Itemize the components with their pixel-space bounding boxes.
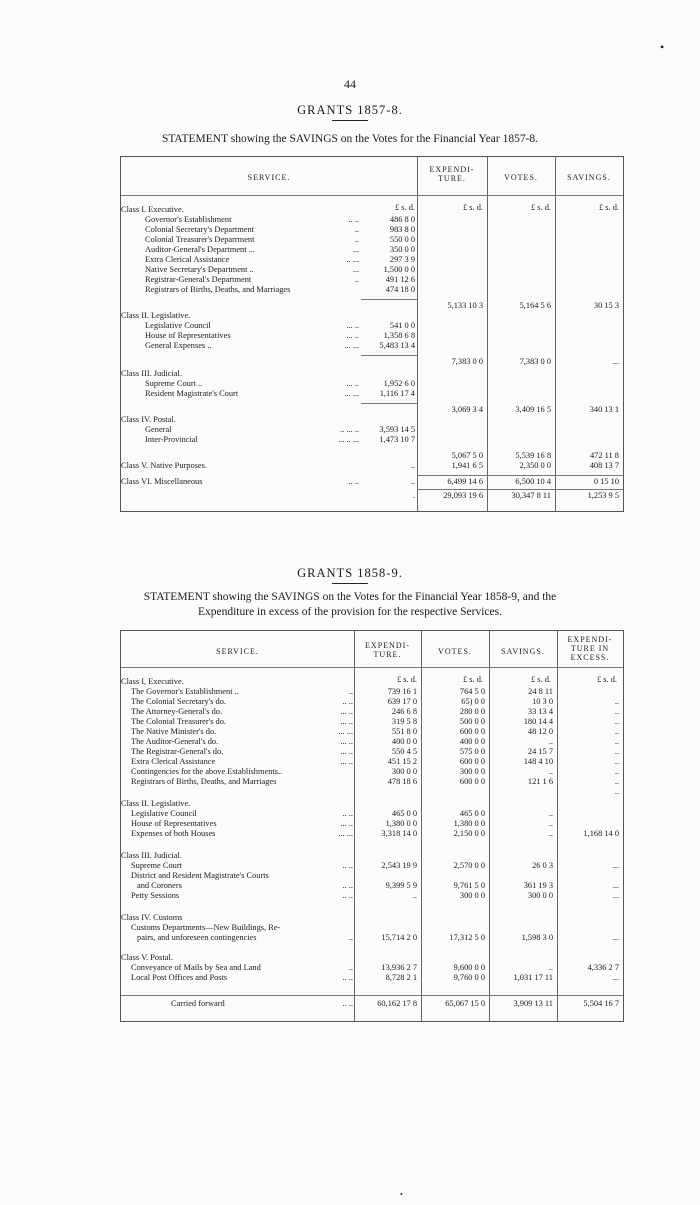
excess-cell: .. xyxy=(614,777,619,786)
expenditure-cell: 6,499 14 6 xyxy=(447,477,483,486)
expenditure-cell: 300 0 0 xyxy=(391,767,417,776)
expenditure-cell: .. xyxy=(412,891,417,900)
savings-cell: 340 13 1 xyxy=(589,405,619,414)
expenditure-cell: 3,069 3 4 xyxy=(451,405,483,414)
table-row-label: Auditor-General's Department ... xyxy=(145,245,255,254)
table-row-label: Class IV. Postal. xyxy=(121,415,176,424)
savings-cell: 3,909 13 11 xyxy=(513,999,553,1008)
leader-dots: .. ... .. xyxy=(340,425,359,434)
amount-cell: 474 18 0 xyxy=(385,285,415,294)
votes-cell: 3,409 16 5 xyxy=(515,405,551,414)
excess-cell: .. xyxy=(614,717,619,726)
table-row-label: Legislative Council xyxy=(131,809,197,818)
leader-dots: .. ... xyxy=(346,255,359,264)
amount-cell: 1,473 10 7 xyxy=(379,435,415,444)
votes-cell: 65,067 15 0 xyxy=(445,999,485,1008)
unit-expenditure: £ s. d. xyxy=(396,675,417,684)
table-1857-8 xyxy=(120,156,624,512)
header-expenditure: EXPENDI- TURE. xyxy=(429,165,475,183)
expenditure-cell: 739 16 1 xyxy=(387,687,417,696)
table-1858-9 xyxy=(120,630,624,1022)
votes-cell: 280 0 0 xyxy=(459,707,485,716)
table-row-label: Registrars of Births, Deaths, and Marriages xyxy=(145,285,291,294)
expenditure-cell: 400 0 0 xyxy=(391,737,417,746)
savings-cell: .. xyxy=(548,819,553,828)
votes-cell: 6,500 10 4 xyxy=(515,477,551,486)
table-row-label: Local Post Offices and Posts xyxy=(131,973,228,982)
savings-cell: 148 4 10 xyxy=(523,757,553,766)
table-row-label: Extra Clerical Assistance xyxy=(131,757,216,766)
table-row-label: Legislative Council xyxy=(145,321,211,330)
grants-1857-title: GRANTS 1857-8. xyxy=(297,103,403,117)
savings-cell: 121 1 6 xyxy=(527,777,553,786)
table-row-label: Class II. Legislative. xyxy=(121,311,191,320)
title-underline xyxy=(332,583,368,584)
leader-dots: ... ... xyxy=(344,389,359,398)
amount-cell: 541 0 0 xyxy=(389,321,415,330)
expenditure-cell: 5,067 5 0 xyxy=(451,451,483,460)
expenditure-cell: 15,714 2 0 xyxy=(381,933,417,942)
header-excess: EXPENDI- TURE IN EXCESS. xyxy=(567,635,613,662)
table-row-label: The Native Minister's do. xyxy=(131,727,217,736)
amount-cell: 550 0 0 xyxy=(389,235,415,244)
votes-cell: 300 0 0 xyxy=(459,767,485,776)
leader-dots: ... ... xyxy=(338,829,353,838)
expenditure-cell: 1,941 6 5 xyxy=(451,461,483,470)
excess-cell: .. xyxy=(614,727,619,736)
unit-excess: £ s. d. xyxy=(596,675,617,684)
savings-cell: 30 15 3 xyxy=(593,301,619,310)
amount-cell: 5,483 13 4 xyxy=(379,341,415,350)
amount-cell: 983 8 0 xyxy=(389,225,415,234)
header-savings: SAVINGS. xyxy=(567,173,611,182)
leader-dots: ... xyxy=(352,265,359,274)
statement-1858-line1: STATEMENT showing the SAVINGS on the Votes for the Financial Year 1858-9, and the xyxy=(143,591,557,603)
table-row-label: General Expenses .. xyxy=(145,341,212,350)
table-row-label: Class I. Executive. xyxy=(121,205,184,214)
unit-votes: £ s. d. xyxy=(530,203,551,212)
expenditure-cell: 13,936 2 7 xyxy=(381,963,417,972)
subtotal-rule xyxy=(361,299,417,300)
table-row-label: Governor's Establishment xyxy=(145,215,232,224)
table-row-label: Extra Clerical Assistance xyxy=(145,255,230,264)
leader-dots: ... .. xyxy=(340,717,353,726)
expenditure-cell: 478 18 6 xyxy=(387,777,417,786)
amount-cell: 491 12 6 xyxy=(385,275,415,284)
unit-savings: £ s. d. xyxy=(598,203,619,212)
expenditure-cell: 60,162 17 8 xyxy=(377,999,417,1008)
table-row-label: Expenses of both Houses xyxy=(131,829,216,838)
leader-dots: .. .. xyxy=(342,891,353,900)
leader-dots: .. xyxy=(348,933,353,942)
table-row-label: Class IV. Customs xyxy=(121,913,183,922)
votes-cell: 65) 0 0 xyxy=(461,697,485,706)
table-row-label: District and Resident Magistrate's Courts xyxy=(131,871,269,880)
expenditure-cell: 9,399 5 9 xyxy=(385,881,417,890)
amount-cell: 3,593 14 5 xyxy=(379,425,415,434)
table-row-label: Resident Magistrate's Court xyxy=(145,389,239,398)
leader-dots: .. xyxy=(354,235,359,244)
expenditure-cell: 29,093 19 6 xyxy=(443,491,483,500)
leader-dots: .. xyxy=(354,225,359,234)
savings-cell: 361 19 3 xyxy=(523,881,553,890)
excess-cell: .. xyxy=(614,787,619,796)
excess-cell: 1,168 14 0 xyxy=(583,829,619,838)
unit-votes: £ s. d. xyxy=(462,675,483,684)
table-row-label: Contingencies for the above Establishments.. xyxy=(131,767,283,776)
votes-cell: 1,380 0 0 xyxy=(453,819,485,828)
table-row-label: The Registrar-General's do. xyxy=(131,747,224,756)
leader-dots: .. .. xyxy=(348,215,359,224)
table-row-label: Native Secretary's Department .. xyxy=(145,265,254,274)
table-row-label: House of Representatives xyxy=(145,331,231,340)
stray-mark: • xyxy=(400,1190,403,1199)
savings-cell: .. xyxy=(548,809,553,818)
subtotal-rule xyxy=(417,475,623,476)
table-row-label: The Governor's Establishment .. xyxy=(131,687,239,696)
table-row-label: Carried forward xyxy=(171,999,225,1008)
votes-cell: 2,570 0 0 xyxy=(453,861,485,870)
statement-1858-line2: Expenditure in excess of the provision for the respective Services. xyxy=(197,606,502,618)
expenditure-cell: 550 4 5 xyxy=(391,747,417,756)
table-row-label: Colonial Secretary's Department xyxy=(145,225,254,234)
expenditure-cell: 8,728 2 1 xyxy=(385,973,417,982)
table-row-label: pairs, and unforeseen contingencies xyxy=(137,933,257,942)
amount-cell: .. xyxy=(410,477,415,486)
subtotal-rule xyxy=(361,403,417,404)
leader-dots: .. .. xyxy=(348,477,359,486)
table-row-label: House of Representatives xyxy=(131,819,217,828)
excess-cell: .. xyxy=(614,757,619,766)
votes-cell: 575 0 0 xyxy=(459,747,485,756)
leader-dots: ... .. ... xyxy=(338,435,359,444)
savings-cell: .. xyxy=(548,737,553,746)
savings-cell: ... xyxy=(612,357,619,366)
header-savings: SAVINGS. xyxy=(501,647,545,656)
table-row-label: The Attorney-General's do. xyxy=(131,707,223,716)
leader-dots: ... .. xyxy=(340,707,353,716)
leader-dots: ... xyxy=(352,245,359,254)
savings-cell: 24 8 11 xyxy=(528,687,553,696)
expenditure-cell: 5,133 10 3 xyxy=(447,301,483,310)
leader-dots: .. xyxy=(348,687,353,696)
header-expenditure: EXPENDI- TURE. xyxy=(365,641,410,659)
excess-cell: .. xyxy=(614,747,619,756)
subtotal-rule xyxy=(417,489,623,490)
votes-cell: 9,761 5 0 xyxy=(453,881,485,890)
amount-cell: 350 0 0 xyxy=(389,245,415,254)
excess-cell: .. xyxy=(614,707,619,716)
excess-cell: 4,336 2 7 xyxy=(587,963,619,972)
amount-cell: 1,952 6 0 xyxy=(383,379,415,388)
excess-cell: ... xyxy=(612,881,619,890)
table-row-label: Registrars of Births, Deaths, and Marriages xyxy=(131,777,277,786)
table-row-label: The Auditor-General's do. xyxy=(131,737,219,746)
leader-dots: ... .. xyxy=(340,757,353,766)
table-row-label: Class III. Judicial. xyxy=(121,369,182,378)
table-row-label: Class V. Native Purposes. xyxy=(121,461,208,470)
excess-cell: 5,504 16 7 xyxy=(583,999,619,1008)
excess-cell: ... xyxy=(612,933,619,942)
expenditure-cell: 7,383 0 0 xyxy=(451,357,483,366)
unit-expenditure: £ s. d. xyxy=(462,203,483,212)
table-row-label: Class III. Judicial. xyxy=(121,851,182,860)
votes-cell: 7,383 0 0 xyxy=(519,357,551,366)
statement-1857: STATEMENT showing the SAVINGS on the Votes for the Financial Year 1857-8. xyxy=(161,133,539,145)
leader-dots: ... ... xyxy=(338,727,353,736)
amount-cell: 1,500 0 0 xyxy=(383,265,415,274)
savings-cell: 1,598 3 0 xyxy=(521,933,553,942)
expenditure-cell: 246 6 8 xyxy=(391,707,417,716)
leader-dots: .. xyxy=(354,275,359,284)
votes-cell: 2,350 0 0 xyxy=(519,461,551,470)
excess-cell: .. xyxy=(614,697,619,706)
grants-1858-title: GRANTS 1858-9. xyxy=(297,566,403,580)
table-row-label: Colonial Treasurer's Deparrment xyxy=(145,235,255,244)
leader-dots: .. .. xyxy=(342,809,353,818)
amount-cell: .. xyxy=(410,461,415,470)
header-service: SERVICE. xyxy=(247,173,291,182)
table-row-label: and Coroners xyxy=(137,881,182,890)
unit-amount: £ s. d. xyxy=(394,203,415,212)
savings-cell: 10 3 0 xyxy=(532,697,553,706)
header-votes: VOTES. xyxy=(438,647,472,656)
leader-dots: ... .. xyxy=(346,321,359,330)
votes-cell: 2,150 0 0 xyxy=(453,829,485,838)
excess-cell: .. xyxy=(614,737,619,746)
votes-cell: 17,312 5 0 xyxy=(449,933,485,942)
votes-cell: 600 0 0 xyxy=(459,777,485,786)
unit-savings: £ s. d. xyxy=(530,675,551,684)
leader-dots: ... .. xyxy=(340,819,353,828)
expenditure-cell: 319 5 8 xyxy=(391,717,417,726)
table-row-label: The Colonial Treasurer's do. xyxy=(131,717,227,726)
table-row-label: Conveyance of Mails by Sea and Land xyxy=(131,963,261,972)
table-row-label: Supreme Court xyxy=(131,861,182,870)
leader-dots: .. .. xyxy=(342,973,353,982)
excess-cell: .. xyxy=(614,767,619,776)
expenditure-cell: 639 17 0 xyxy=(387,697,417,706)
table-row-label: Class II. Legislative. xyxy=(121,799,191,808)
savings-cell: 1,031 17 11 xyxy=(513,973,553,982)
savings-cell: 0 15 10 xyxy=(593,477,619,486)
savings-cell: 408 13 7 xyxy=(589,461,619,470)
leader-dots: .. .. xyxy=(342,861,353,870)
savings-cell: 1,253 9 5 xyxy=(587,491,619,500)
excess-cell: ... xyxy=(612,973,619,982)
expenditure-cell: 1,380 0 0 xyxy=(385,819,417,828)
leader-dots: ... .. xyxy=(346,331,359,340)
amount-cell: . xyxy=(412,491,415,500)
stray-mark: • xyxy=(660,40,665,54)
table-row-label: Class VI. Miscellaneous xyxy=(121,477,203,486)
table-row-label: Class V. Postal. xyxy=(121,953,173,962)
leader-dots: ... .. xyxy=(340,737,353,746)
table-row-label: Inter-Provincial xyxy=(145,435,198,444)
votes-cell: 5,539 16 8 xyxy=(515,451,551,460)
savings-cell: 48 12 0 xyxy=(527,727,553,736)
page-number: 44 xyxy=(344,77,356,91)
leader-dots: ... .. xyxy=(346,379,359,388)
excess-cell: ... xyxy=(612,861,619,870)
leader-dots: .. .. xyxy=(342,697,353,706)
table-row-label: Supreme Court .. xyxy=(145,379,203,388)
header-service: SERVICE. xyxy=(216,647,259,656)
votes-cell: 465 0 0 xyxy=(459,809,485,818)
expenditure-cell: 551 8 0 xyxy=(391,727,417,736)
savings-cell: 24 15 7 xyxy=(527,747,553,756)
amount-cell: 297 3 9 xyxy=(389,255,415,264)
table-row-label: The Colonial Secretary's do. xyxy=(131,697,227,706)
table-row-label: Class I, Executive. xyxy=(121,677,184,686)
votes-cell: 5,164 5 6 xyxy=(519,301,551,310)
votes-cell: 9,760 0 0 xyxy=(453,973,485,982)
total-rule xyxy=(121,995,623,996)
leader-dots: ... .. xyxy=(340,747,353,756)
votes-cell: 600 0 0 xyxy=(459,757,485,766)
votes-cell: 600 0 0 xyxy=(459,727,485,736)
votes-cell: 500 0 0 xyxy=(459,717,485,726)
savings-cell: .. xyxy=(548,829,553,838)
votes-cell: 300 0 0 xyxy=(459,891,485,900)
subtotal-rule xyxy=(361,355,417,356)
leader-dots: ... ... xyxy=(344,341,359,350)
excess-cell: ... xyxy=(612,891,619,900)
table-row-label: Customs Departments—New Buildings, Re- xyxy=(131,923,281,932)
votes-cell: 30,347 8 11 xyxy=(511,491,551,500)
expenditure-cell: 451 15 2 xyxy=(387,757,417,766)
savings-cell: .. xyxy=(548,963,553,972)
savings-cell: 472 11 8 xyxy=(589,451,619,460)
expenditure-cell: 2,543 19 9 xyxy=(381,861,417,870)
amount-cell: 1,116 17 4 xyxy=(379,389,415,398)
savings-cell: 26 0 3 xyxy=(532,861,553,870)
savings-cell: 33 13 4 xyxy=(527,707,553,716)
leader-dots: .. .. xyxy=(342,881,353,890)
amount-cell: 486 8 0 xyxy=(389,215,415,224)
expenditure-cell: 465 0 0 xyxy=(391,809,417,818)
table-row-label: Petty Sessions xyxy=(131,891,180,900)
amount-cell: 1,358 6 8 xyxy=(383,331,415,340)
expenditure-cell: 3,318 14 0 xyxy=(381,829,417,838)
savings-cell: 300 0 0 xyxy=(527,891,553,900)
table-row-label: Registrar-General's Department xyxy=(145,275,252,284)
votes-cell: 764 5 0 xyxy=(459,687,485,696)
leader-dots: .. xyxy=(348,963,353,972)
savings-cell: .. xyxy=(548,767,553,776)
table-row-label: General xyxy=(145,425,172,434)
votes-cell: 400 0 0 xyxy=(459,737,485,746)
title-underline xyxy=(332,120,368,121)
leader-dots: .. .. xyxy=(342,999,353,1008)
savings-cell: 180 14 4 xyxy=(523,717,553,726)
header-votes: VOTES. xyxy=(504,173,538,182)
votes-cell: 9,600 0 0 xyxy=(453,963,485,972)
